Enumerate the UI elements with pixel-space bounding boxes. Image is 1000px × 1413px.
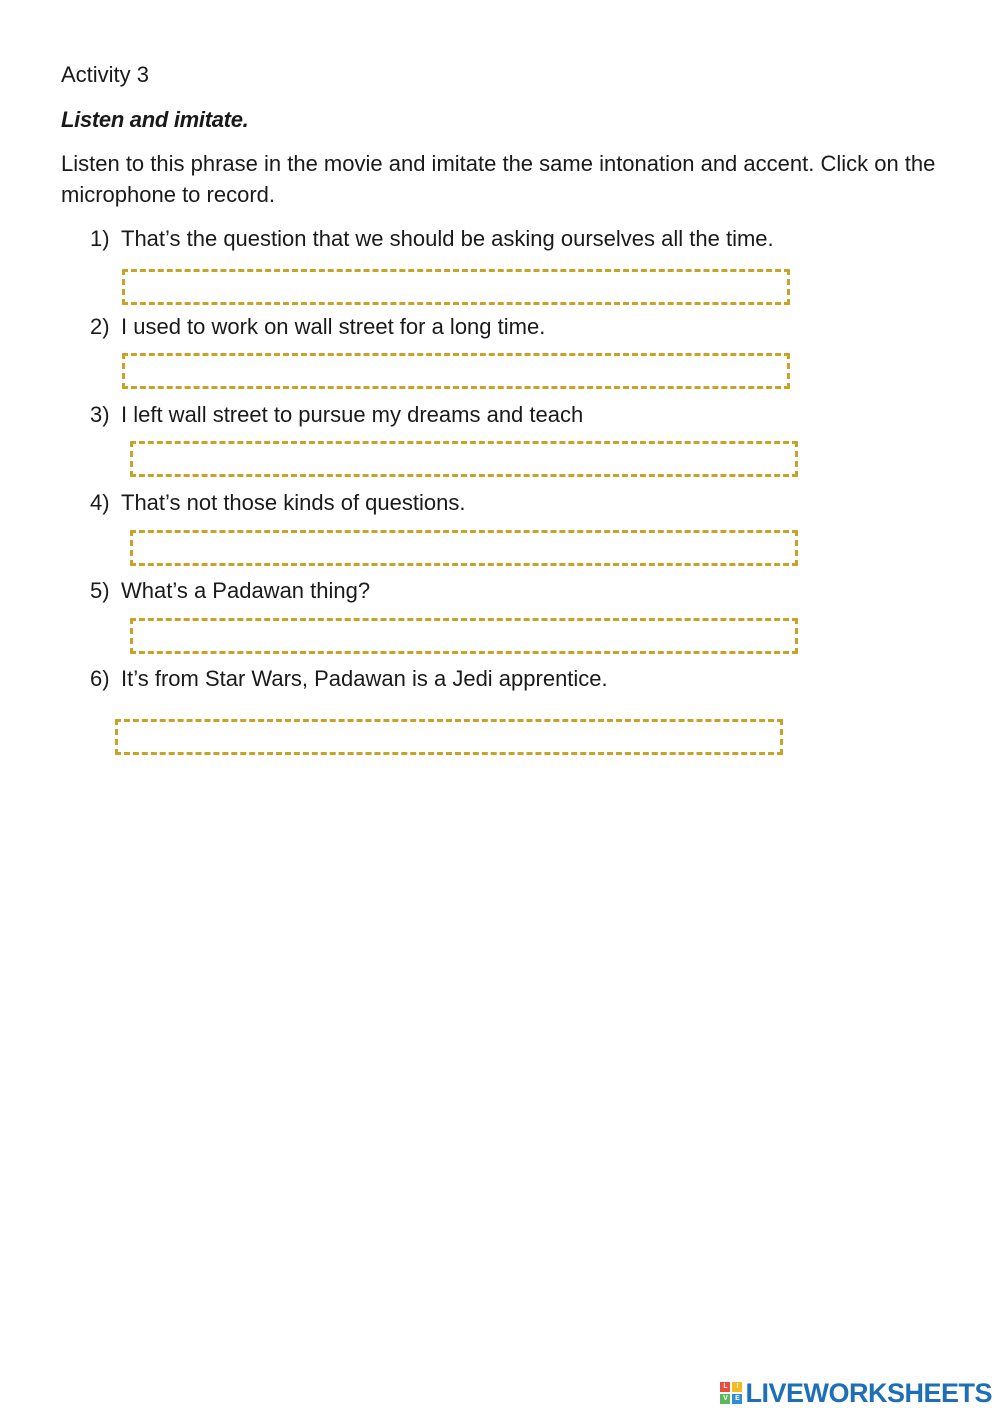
record-answer-box-2[interactable] (122, 353, 790, 389)
record-answer-box-1[interactable] (122, 269, 790, 305)
question-text: That’s not those kinds of questions. (121, 490, 466, 515)
question-2 (90, 313, 545, 341)
liveworksheets-logo-icon: L I V E (720, 1382, 742, 1404)
question-text: It’s from Star Wars, Padawan is a Jedi apprentice. (121, 666, 608, 691)
question-number: 3) (90, 402, 110, 427)
record-answer-box-4[interactable] (130, 530, 798, 566)
activity-title: Activity 3 (61, 62, 150, 87)
question-text: That’s the question that we should be asking ourselves all the time. (121, 226, 774, 251)
question-text: I used to work on wall street for a long time. (121, 314, 546, 339)
question-text: What’s a Padawan thing? (121, 578, 371, 603)
activity-subheading: Listen and imitate. (61, 107, 249, 132)
liveworksheets-logo (720, 1378, 992, 1408)
question-5 (90, 577, 370, 605)
record-answer-box-5[interactable] (130, 618, 798, 654)
question-number: 2) (90, 314, 110, 339)
record-answer-box-6[interactable] (115, 719, 783, 755)
question-3 (90, 401, 583, 429)
question-number: 6) (90, 666, 110, 691)
record-answer-box-3[interactable] (130, 441, 798, 477)
question-number: 1) (90, 226, 110, 251)
question-4 (90, 489, 465, 517)
question-number: 5) (90, 578, 110, 603)
question-6 (90, 665, 608, 693)
question-1 (90, 225, 774, 253)
question-text: I left wall street to pursue my dreams and teach (121, 402, 584, 427)
question-number: 4) (90, 490, 110, 515)
liveworksheets-logo-text: LIVEWORKSHEETS (745, 1377, 992, 1408)
activity-instructions: Listen to this phrase in the movie and imitate the same intonation and accent. Click on the microphone to record. (61, 151, 936, 207)
